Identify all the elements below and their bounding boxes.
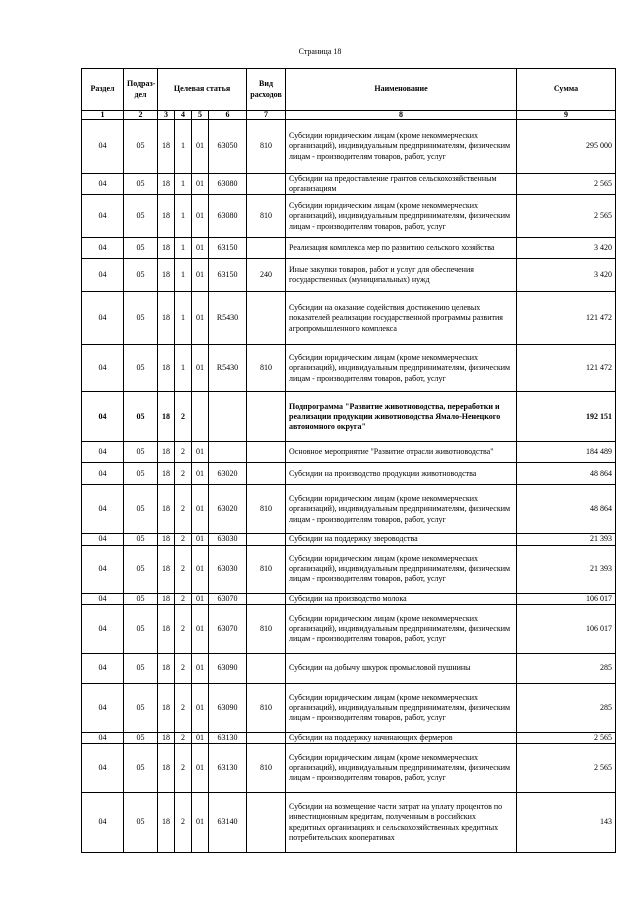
subprogram-code-cell: 2: [175, 683, 192, 732]
podrazdel-cell: 05: [124, 653, 158, 683]
subprogram-code-cell: 2: [175, 744, 192, 793]
subprogram-code-cell: 1: [175, 292, 192, 345]
subprogram-code-cell: 2: [175, 793, 192, 853]
sum-cell: 106 017: [517, 604, 616, 653]
razdel-cell: 04: [82, 545, 124, 593]
program-code-cell: 18: [158, 345, 175, 392]
header-sum: Сумма: [517, 69, 616, 111]
podrazdel-cell: 05: [124, 442, 158, 463]
sum-cell: 192 151: [517, 392, 616, 442]
razdel-cell: 04: [82, 195, 124, 238]
podrazdel-cell: 05: [124, 604, 158, 653]
expense-type-cell: 810: [247, 195, 286, 238]
table-row: [82, 534, 616, 545]
direction-code-cell: 63030: [209, 534, 247, 545]
table-row: [82, 732, 616, 743]
expense-type-cell: [247, 442, 286, 463]
subprogram-code-cell: 1: [175, 259, 192, 292]
expense-type-cell: 810: [247, 545, 286, 593]
razdel-cell: 04: [82, 604, 124, 653]
header-podrazdel: Подраз- дел: [124, 69, 158, 111]
column-number: 1: [82, 111, 124, 120]
razdel-cell: 04: [82, 683, 124, 732]
podrazdel-cell: 05: [124, 545, 158, 593]
direction-code-cell: 63130: [209, 744, 247, 793]
program-code-cell: 18: [158, 195, 175, 238]
razdel-cell: 04: [82, 345, 124, 392]
name-cell: Подпрограмма "Развитие животноводства, переработки и реализации продукции животноводства Ямало-Ненецкого автономного округа": [286, 392, 517, 442]
header-target-article: Целевая статья: [158, 69, 247, 111]
table-row: [82, 442, 616, 463]
name-cell: Субсидии юридическим лицам (кроме некоммерческих организаций), индивидуальным предпринимателям, физическим лицам - производителям товаров, работ, услуг: [286, 744, 517, 793]
event-code-cell: 01: [192, 259, 209, 292]
podrazdel-cell: 05: [124, 120, 158, 174]
sum-cell: 21 393: [517, 545, 616, 593]
direction-code-cell: 63070: [209, 593, 247, 604]
header-razdel: Раздел: [82, 69, 124, 111]
razdel-cell: 04: [82, 238, 124, 259]
name-cell: Субсидии юридическим лицам (кроме некоммерческих организаций), индивидуальным предпринимателям, физическим лицам - производителям товаров, работ, услуг: [286, 604, 517, 653]
program-code-cell: 18: [158, 238, 175, 259]
sum-cell: 121 472: [517, 345, 616, 392]
table-row: [82, 683, 616, 732]
name-cell: Субсидии юридическим лицам (кроме некоммерческих организаций), индивидуальным предпринимателям, физическим лицам - производителям товаров, работ, услуг: [286, 545, 517, 593]
podrazdel-cell: 05: [124, 345, 158, 392]
direction-code-cell: 63150: [209, 259, 247, 292]
table-row: [82, 392, 616, 442]
expense-type-cell: [247, 593, 286, 604]
razdel-cell: 04: [82, 793, 124, 853]
event-code-cell: 01: [192, 545, 209, 593]
program-code-cell: 18: [158, 545, 175, 593]
direction-code-cell: 63050: [209, 120, 247, 174]
expense-type-cell: [247, 793, 286, 853]
subprogram-code-cell: 2: [175, 545, 192, 593]
event-code-cell: 01: [192, 793, 209, 853]
sum-cell: 295 000: [517, 120, 616, 174]
direction-code-cell: 63030: [209, 545, 247, 593]
razdel-cell: 04: [82, 653, 124, 683]
name-cell: Субсидии юридическим лицам (кроме некоммерческих организаций), индивидуальным предпринимателям, физическим лицам - производителям товаров, работ, услуг: [286, 195, 517, 238]
sum-cell: 285: [517, 683, 616, 732]
program-code-cell: 18: [158, 174, 175, 195]
program-code-cell: 18: [158, 485, 175, 534]
event-code-cell: [192, 392, 209, 442]
sum-cell: 48 864: [517, 485, 616, 534]
program-code-cell: 18: [158, 534, 175, 545]
razdel-cell: 04: [82, 259, 124, 292]
sum-cell: 3 420: [517, 238, 616, 259]
event-code-cell: 01: [192, 604, 209, 653]
program-code-cell: 18: [158, 392, 175, 442]
page-label: Страница 18: [298, 47, 342, 56]
event-code-cell: 01: [192, 485, 209, 534]
name-cell: Субсидии на производство продукции животноводства: [286, 463, 517, 485]
sum-cell: 2 565: [517, 732, 616, 743]
column-number: 4: [175, 111, 192, 120]
direction-code-cell: 63130: [209, 732, 247, 743]
subprogram-code-cell: 1: [175, 120, 192, 174]
table-row: [82, 345, 616, 392]
razdel-cell: 04: [82, 120, 124, 174]
header-name: Наименование: [286, 69, 517, 111]
sum-cell: 48 864: [517, 463, 616, 485]
name-cell: Субсидии юридическим лицам (кроме некоммерческих организаций), индивидуальным предпринимателям, физическим лицам - производителям товаров, работ, услуг: [286, 683, 517, 732]
program-code-cell: 18: [158, 653, 175, 683]
expense-type-cell: 810: [247, 744, 286, 793]
direction-code-cell: 63150: [209, 238, 247, 259]
direction-code-cell: [209, 392, 247, 442]
table-row: [82, 259, 616, 292]
event-code-cell: 01: [192, 593, 209, 604]
table-row: [82, 485, 616, 534]
name-cell: Субсидии на добычу шкурок промысловой пушнины: [286, 653, 517, 683]
sum-cell: 2 565: [517, 174, 616, 195]
column-number-row: [82, 111, 616, 120]
name-cell: Субсидии юридическим лицам (кроме некоммерческих организаций), индивидуальным предпринимателям, физическим лицам - производителям товаров, работ, услуг: [286, 120, 517, 174]
name-cell: Субсидии на оказание содействия достижению целевых показателей реализации государственной программы развития агропромышленного комплекса: [286, 292, 517, 345]
razdel-cell: 04: [82, 732, 124, 743]
event-code-cell: 01: [192, 195, 209, 238]
event-code-cell: 01: [192, 238, 209, 259]
podrazdel-cell: 05: [124, 238, 158, 259]
sum-cell: 285: [517, 653, 616, 683]
direction-code-cell: 63080: [209, 195, 247, 238]
table-row: [82, 238, 616, 259]
expense-type-cell: [247, 463, 286, 485]
column-number: 5: [192, 111, 209, 120]
name-cell: Реализация комплекса мер по развитию сельского хозяйства: [286, 238, 517, 259]
razdel-cell: 04: [82, 593, 124, 604]
direction-code-cell: 63020: [209, 463, 247, 485]
name-cell: Субсидии на производство молока: [286, 593, 517, 604]
subprogram-code-cell: 2: [175, 485, 192, 534]
name-cell: Основное мероприятие "Развитие отрасли животноводства": [286, 442, 517, 463]
podrazdel-cell: 05: [124, 793, 158, 853]
table-row: [82, 604, 616, 653]
program-code-cell: 18: [158, 732, 175, 743]
razdel-cell: 04: [82, 174, 124, 195]
expense-type-cell: [247, 534, 286, 545]
razdel-cell: 04: [82, 534, 124, 545]
event-code-cell: 01: [192, 534, 209, 545]
expense-type-cell: [247, 392, 286, 442]
event-code-cell: 01: [192, 683, 209, 732]
expense-type-cell: [247, 732, 286, 743]
program-code-cell: 18: [158, 793, 175, 853]
podrazdel-cell: 05: [124, 195, 158, 238]
expense-type-cell: [247, 292, 286, 345]
razdel-cell: 04: [82, 442, 124, 463]
sum-cell: 143: [517, 793, 616, 853]
column-number: 2: [124, 111, 158, 120]
subprogram-code-cell: 1: [175, 345, 192, 392]
razdel-cell: 04: [82, 463, 124, 485]
program-code-cell: 18: [158, 744, 175, 793]
podrazdel-cell: 05: [124, 534, 158, 545]
program-code-cell: 18: [158, 259, 175, 292]
podrazdel-cell: 05: [124, 485, 158, 534]
expense-type-cell: 810: [247, 485, 286, 534]
event-code-cell: 01: [192, 744, 209, 793]
expense-type-cell: [247, 174, 286, 195]
program-code-cell: 18: [158, 120, 175, 174]
table-row: [82, 463, 616, 485]
event-code-cell: 01: [192, 442, 209, 463]
direction-code-cell: 63070: [209, 604, 247, 653]
razdel-cell: 04: [82, 485, 124, 534]
program-code-cell: 18: [158, 604, 175, 653]
direction-code-cell: 63090: [209, 683, 247, 732]
direction-code-cell: R5430: [209, 345, 247, 392]
name-cell: Субсидии юридическим лицам (кроме некоммерческих организаций), индивидуальным предпринимателям, физическим лицам - производителям товаров, работ, услуг: [286, 345, 517, 392]
table-row: [82, 653, 616, 683]
expense-type-cell: [247, 238, 286, 259]
column-number: 3: [158, 111, 175, 120]
event-code-cell: 01: [192, 120, 209, 174]
podrazdel-cell: 05: [124, 683, 158, 732]
sum-cell: 2 565: [517, 744, 616, 793]
podrazdel-cell: 05: [124, 259, 158, 292]
table-row: [82, 174, 616, 195]
direction-code-cell: 63140: [209, 793, 247, 853]
sum-cell: 106 017: [517, 593, 616, 604]
event-code-cell: 01: [192, 345, 209, 392]
column-number: 9: [517, 111, 616, 120]
expense-type-cell: [247, 653, 286, 683]
budget-table: [81, 68, 616, 853]
subprogram-code-cell: 2: [175, 732, 192, 743]
podrazdel-cell: 05: [124, 463, 158, 485]
direction-code-cell: 63090: [209, 653, 247, 683]
program-code-cell: 18: [158, 292, 175, 345]
table-row: [82, 195, 616, 238]
podrazdel-cell: 05: [124, 292, 158, 345]
event-code-cell: 01: [192, 653, 209, 683]
table-row: [82, 120, 616, 174]
table-row: [82, 744, 616, 793]
program-code-cell: 18: [158, 683, 175, 732]
razdel-cell: 04: [82, 292, 124, 345]
subprogram-code-cell: 1: [175, 195, 192, 238]
name-cell: Субсидии на поддержку начинающих фермеров: [286, 732, 517, 743]
direction-code-cell: 63080: [209, 174, 247, 195]
sum-cell: 2 565: [517, 195, 616, 238]
event-code-cell: 01: [192, 732, 209, 743]
expense-type-cell: 810: [247, 683, 286, 732]
expense-type-cell: 810: [247, 345, 286, 392]
direction-code-cell: [209, 442, 247, 463]
event-code-cell: 01: [192, 292, 209, 345]
table-row: [82, 793, 616, 853]
event-code-cell: 01: [192, 463, 209, 485]
name-cell: Субсидии на возмещение части затрат на уплату процентов по инвестиционным кредитам, полученным в российских кредитных организациях и сельскохозяйственных кредитных потребительских кооперативах: [286, 793, 517, 853]
expense-type-cell: 810: [247, 120, 286, 174]
subprogram-code-cell: 2: [175, 463, 192, 485]
subprogram-code-cell: 2: [175, 604, 192, 653]
razdel-cell: 04: [82, 744, 124, 793]
name-cell: Иные закупки товаров, работ и услуг для обеспечения государственных (муниципальных) нужд: [286, 259, 517, 292]
subprogram-code-cell: 1: [175, 238, 192, 259]
header-vid-rashodov: Вид расходов: [247, 69, 286, 111]
expense-type-cell: 810: [247, 604, 286, 653]
sum-cell: 3 420: [517, 259, 616, 292]
name-cell: Субсидии юридическим лицам (кроме некоммерческих организаций), индивидуальным предпринимателям, физическим лицам - производителям товаров, работ, услуг: [286, 485, 517, 534]
podrazdel-cell: 05: [124, 174, 158, 195]
direction-code-cell: 63020: [209, 485, 247, 534]
subprogram-code-cell: 2: [175, 392, 192, 442]
podrazdel-cell: 05: [124, 744, 158, 793]
sum-cell: 121 472: [517, 292, 616, 345]
podrazdel-cell: 05: [124, 732, 158, 743]
column-number: 6: [209, 111, 247, 120]
name-cell: Субсидии на предоставление грантов сельскохозяйственным организациям: [286, 174, 517, 195]
sum-cell: 21 393: [517, 534, 616, 545]
direction-code-cell: R5430: [209, 292, 247, 345]
sum-cell: 184 489: [517, 442, 616, 463]
program-code-cell: 18: [158, 463, 175, 485]
program-code-cell: 18: [158, 442, 175, 463]
expense-type-cell: 240: [247, 259, 286, 292]
podrazdel-cell: 05: [124, 593, 158, 604]
column-number: 8: [286, 111, 517, 120]
subprogram-code-cell: 2: [175, 534, 192, 545]
subprogram-code-cell: 2: [175, 442, 192, 463]
event-code-cell: 01: [192, 174, 209, 195]
podrazdel-cell: 05: [124, 392, 158, 442]
subprogram-code-cell: 2: [175, 593, 192, 604]
program-code-cell: 18: [158, 593, 175, 604]
name-cell: Субсидии на поддержку звероводства: [286, 534, 517, 545]
subprogram-code-cell: 1: [175, 174, 192, 195]
subprogram-code-cell: 2: [175, 653, 192, 683]
table-row: [82, 545, 616, 593]
table-row: [82, 292, 616, 345]
column-number: 7: [247, 111, 286, 120]
razdel-cell: 04: [82, 392, 124, 442]
table-row: [82, 593, 616, 604]
